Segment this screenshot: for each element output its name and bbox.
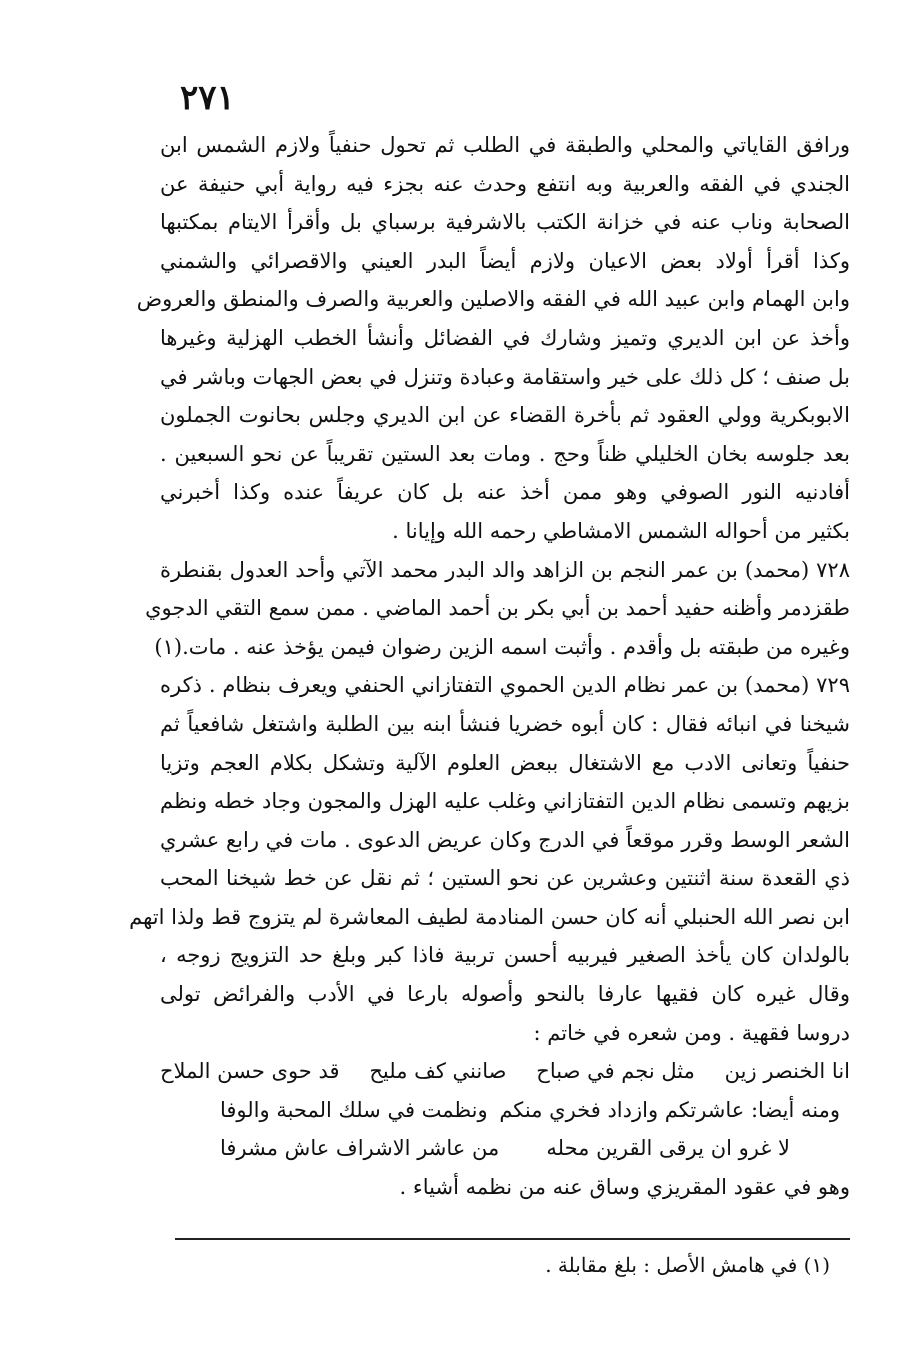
- verse-line: [160, 1129, 850, 1168]
- verse-line: [160, 1091, 850, 1130]
- text-line: ابن نصر الله الحنبلي أنه كان حسن المنادمة لطيف المعاشرة لم يتزوج قط ولذا اتهم: [129, 904, 850, 929]
- text-line: وأخذ عن ابن الديري وتميز وشارك في الفضائل وأنشأ الخطب الهزلية وغيرها: [160, 325, 850, 350]
- footnote: (١) في هامش الأصل : بلغ مقابلة .: [545, 1253, 830, 1277]
- text-line: بالولدان كان يأخذ الصغير فيربيه أحسن تربية فاذا كبر وبلغ حد التزويج زوجه ،: [160, 943, 850, 968]
- verse-hemistich: قد حوى حسن الملاح: [160, 1059, 340, 1084]
- text-line: بكثير من أحواله الشمس الامشاطي رحمه الله وإيانا .: [392, 518, 850, 543]
- verse-hemistich: ونظمت في سلك المحبة والوفا: [220, 1097, 488, 1122]
- verse-hemistich: انا الخنصر زين: [724, 1059, 850, 1084]
- text-line: الشعر الوسط وقرر موقعاً في الدرج وكان عريض الدعوى . مات في رابع عشري: [160, 827, 850, 852]
- text-line: طقزدمر وأظنه حفيد أحمد بن أبي بكر بن أحمد الماضي . ممن سمع التقي الدجوي: [145, 596, 850, 621]
- verse-hemistich: لا غرو ان يرقى القرين محله: [546, 1136, 790, 1161]
- entry-728-line: ٧٢٨ (محمد) بن عمر النجم بن الزاهد والد البدر محمد الآتي وأحد العدول بقنطرة: [160, 557, 850, 582]
- text-line: وقال غيره كان فقيها عارفا بالنحو وأصوله بارعا في الأدب والفرائض تولى: [160, 982, 850, 1007]
- text-line: شيخنا في انبائه فقال : كان أبوه خضريا فنشأ ابنه بين الطلبة واشتغل شافعياً ثم: [160, 711, 850, 736]
- body-text: [129, 126, 850, 1207]
- text-line: وكذا أقرأ أولاد بعض الاعيان ولازم أيضاً البدر العيني والاقصرائي والشمني: [160, 248, 850, 273]
- verse-hemistich: من عاشر الاشراف عاش مشرفا: [220, 1136, 500, 1161]
- text-line: بزيهم وتسمى نظام الدين التفتازاني وغلب عليه الهزل والمجون وجاد خطه ونظم: [160, 789, 850, 814]
- text-line: ورافق القاياتي والمحلي والطبقة في الطلب ثم تحول حنفياً ولازم الشمس ابن: [160, 133, 850, 157]
- page-number: ٢٧١: [180, 78, 235, 118]
- text-line: أفادنيه النور الصوفي وهو ممن أخذ عنه بل كان عريفاً عنده وكذا أخبرني: [160, 480, 850, 505]
- closing-line: وهو في عقود المقريزي وساق عنه من نظمه أشياء .: [399, 1175, 850, 1200]
- text-line: بعد جلوسه بخان الخليلي ظناً وحج . ومات بعد الستين تقريباً عن نحو السبعين .: [160, 441, 850, 466]
- verse-hemistich: صانني كف مليح: [369, 1059, 507, 1084]
- text-line: بل صنف ؛ كل ذلك على خير واستقامة وعبادة وتنزل في بعض الجهات وباشر في: [160, 364, 850, 389]
- text-line: دروسا فقهية . ومن شعره في خاتم :: [533, 1020, 850, 1045]
- footnote-divider: [175, 1238, 850, 1240]
- text-line: الصحابة وناب عنه في خزانة الكتب بالاشرفية برسباي بل وأقرأ الايتام بمكتبها: [160, 210, 850, 235]
- verse-line: [160, 1052, 850, 1091]
- text-line: ذي القعدة سنة اثنتين وعشرين عن نحو الستين ؛ ثم نقل عن خط شيخنا المحب: [160, 866, 850, 891]
- entry-729-line: ٧٢٩ (محمد) بن عمر نظام الدين الحموي التفتازاني الحنفي ويعرف بنظام . ذكره: [160, 673, 850, 698]
- verse-hemistich: ومنه أيضا: عاشرتكم وازداد فخري منكم: [499, 1097, 840, 1122]
- text-line: وابن الهمام وابن عبيد الله في الفقه والاصلين والعربية والصرف والمنطق والعروض: [136, 287, 850, 312]
- text-line: وغيره من طبقته بل وأقدم . وأثبت اسمه الزين رضوان فيمن يؤخذ عنه . مات.(١): [154, 634, 850, 659]
- text-line: الابوبكرية وولي العقود ثم بأخرة القضاء عن ابن الديري وجلس بحانوت الجملون: [160, 403, 850, 428]
- verse-hemistich: مثل نجم في صباح: [536, 1059, 695, 1084]
- text-line: الجندي في الفقه والعربية وبه انتفع وحدث عنه بجزء فيه رواية أبي حنيفة عن: [160, 171, 850, 196]
- text-line: حنفياً وتعانى الادب مع الاشتغال ببعض العلوم الآلية وتشكل بكلام العجم وتزيا: [160, 750, 850, 775]
